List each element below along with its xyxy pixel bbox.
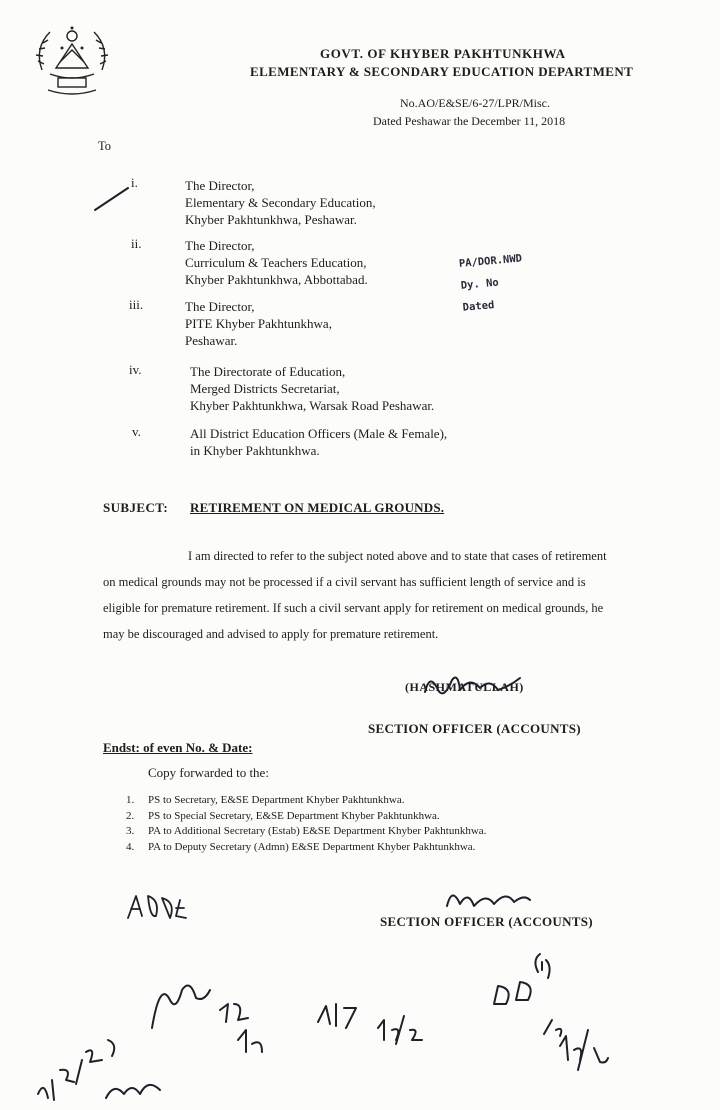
subject-text: RETIREMENT ON MEDICAL GROUNDS. xyxy=(190,500,445,515)
addressee-line: Khyber Pakhtunkhwa, Abbottabad. xyxy=(185,272,368,287)
addressee-line: The Director, xyxy=(185,238,255,253)
stamp-line: PA/DOR.NWD xyxy=(458,252,523,270)
addressee-number: iv. xyxy=(129,362,142,377)
copy-list xyxy=(126,793,486,855)
endorsement-signatory-title: SECTION OFFICER (ACCOUNTS) xyxy=(380,914,593,929)
body-line: I am directed to refer to the subject noted above and to state that cases of retirement xyxy=(188,549,607,563)
kpk-government-seal-icon xyxy=(28,18,116,102)
addressee-line: Elementary & Secondary Education, xyxy=(185,195,376,210)
list-item-number: 4. xyxy=(126,840,135,853)
letter-body xyxy=(103,543,688,647)
to-label: To xyxy=(98,139,112,153)
addressee-line: Merged Districts Secretariat, xyxy=(190,381,340,396)
list-item-text: PA to Additional Secretary (Estab) E&SE Department Khyber Pakhtunkhwa. xyxy=(148,825,487,837)
addressee-line: in Khyber Pakhtunkhwa. xyxy=(190,443,320,458)
list-item-number: 3. xyxy=(126,825,135,837)
subject-label: SUBJECT: xyxy=(103,500,169,515)
addressee-block xyxy=(185,298,332,349)
list-item-number: 1. xyxy=(126,794,135,806)
body-line: eligible for premature retirement. If such a civil servant apply for retirement on medical grounds, he xyxy=(103,601,604,615)
addressee-line: The Director, xyxy=(185,178,255,193)
addressee-line: All District Education Officers (Male & Female), xyxy=(190,426,448,441)
handwritten-date-mark xyxy=(560,1030,608,1070)
addressee-block xyxy=(185,177,376,228)
stamp-line: Dated xyxy=(462,299,495,314)
govt-heading: GOVT. OF KHYBER PAKHTUNKHWA xyxy=(320,46,566,61)
addressee-line: PITE Khyber Pakhtunkhwa, xyxy=(185,316,332,331)
stamp-line: Dy. No xyxy=(460,276,500,292)
handwritten-date-mark xyxy=(238,1030,262,1052)
list-item-number: 2. xyxy=(126,809,135,822)
handwritten-initials-mark xyxy=(152,986,210,1029)
reference-number: No.AO/E&SE/6-27/LPR/Misc. xyxy=(400,96,551,110)
pen-slash-mark xyxy=(95,188,128,210)
handwritten-date-mark xyxy=(220,1004,248,1022)
list-item xyxy=(126,793,486,809)
handwritten-adde-mark xyxy=(128,896,186,918)
list-item xyxy=(126,840,486,856)
list-item-text: PS to Secretary, E&SE Department Khyber Pakhtunkhwa. xyxy=(148,794,405,806)
handwritten-date-mark xyxy=(38,1040,114,1100)
handwritten-number-mark xyxy=(318,1004,356,1028)
addressee-block xyxy=(190,363,434,414)
addressee-block xyxy=(185,237,368,288)
addressee-number: iii. xyxy=(129,297,144,312)
body-line: may be discouraged and advised to apply for premature retirement. xyxy=(103,627,439,641)
handwritten-initials-mark xyxy=(106,1085,160,1098)
signatory-title: SECTION OFFICER (ACCOUNTS) xyxy=(368,721,581,736)
copy-forwarded-line: Copy forwarded to the: xyxy=(148,765,269,780)
handwritten-date-mark xyxy=(378,1016,422,1044)
signatory-name: (HASHMATULLAH) xyxy=(405,680,524,694)
list-item-text: PS to Special Secretary, E&SE Department Khyber Pakhtunkhwa. xyxy=(148,809,440,822)
addressee-line: The Directorate of Education, xyxy=(190,364,346,379)
handwritten-dd-mark xyxy=(494,954,550,1004)
list-item xyxy=(126,824,486,840)
addressee-line: The Director, xyxy=(185,299,255,314)
letter-date: Dated Peshawar the December 11, 2018 xyxy=(373,114,566,128)
addressee-number: ii. xyxy=(131,236,142,251)
addressee-line: Khyber Pakhtunkhwa, Warsak Road Peshawar. xyxy=(190,398,435,413)
department-heading: ELEMENTARY & SECONDARY EDUCATION DEPARTMENT xyxy=(250,64,634,79)
addressee-number: v. xyxy=(132,424,141,439)
addressee-block xyxy=(190,425,447,459)
addressee-line: Curriculum & Teachers Education, xyxy=(185,255,367,270)
signature-mark xyxy=(447,895,530,906)
handwritten-initials-mark xyxy=(544,1020,561,1036)
receipt-stamp xyxy=(458,247,527,318)
addressee-line: Khyber Pakhtunkhwa, Peshawar. xyxy=(185,212,357,227)
endorsement-heading: Endst: of even No. & Date: xyxy=(103,740,253,755)
addressee-number: i. xyxy=(131,175,138,190)
list-item-text: PA to Deputy Secretary (Admn) E&SE Department Khyber Pakhtunkhwa. xyxy=(148,840,476,853)
addressee-line: Peshawar. xyxy=(185,333,238,348)
body-line: on medical grounds may not be processed if a civil servant has sufficient length of service and is xyxy=(103,575,586,589)
list-item xyxy=(126,809,486,825)
